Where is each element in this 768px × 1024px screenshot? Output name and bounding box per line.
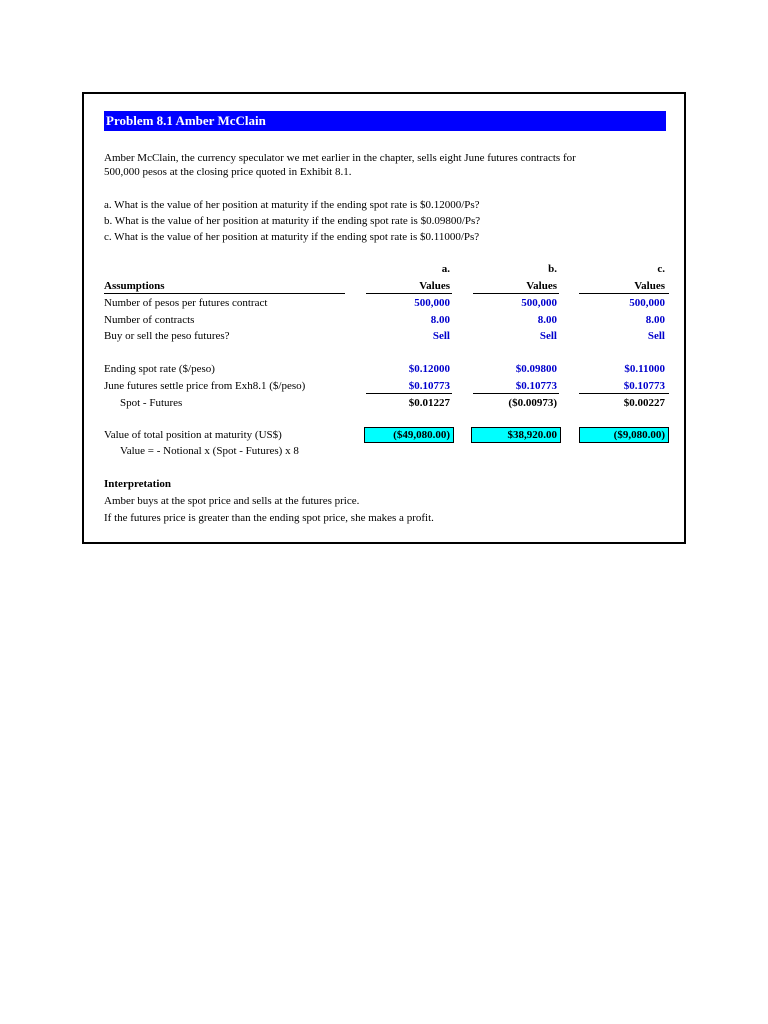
values-header-b: Values (526, 280, 557, 292)
cell-a[interactable]: $0.01227 (408, 397, 450, 409)
result-cell-b[interactable]: $38,920.00 (471, 427, 561, 443)
formula-note: Value = - Notional x (Spot - Futures) x 8 (120, 445, 299, 457)
assumptions-header-row (84, 278, 684, 294)
cell-b[interactable]: $0.10773 (515, 380, 557, 392)
header-underline-c (579, 293, 669, 294)
row-label: June futures settle price from Exh8.1 ($/peso) (104, 380, 306, 392)
row-label: Value of total position at maturity (US$) (104, 429, 282, 441)
column-letter-c: c. (657, 263, 665, 275)
cell-c[interactable]: $0.00227 (623, 397, 665, 409)
subtotal-underline-b (473, 393, 559, 394)
cell-b[interactable]: 500,000 (521, 297, 557, 309)
assumptions-heading: Assumptions (104, 280, 165, 292)
cell-a[interactable]: Sell (432, 330, 450, 342)
cell-c[interactable]: Sell (647, 330, 665, 342)
interpretation-heading: Interpretation (104, 478, 172, 490)
pesos-per-contract-row (84, 295, 684, 311)
intro-line-1: Amber McClain, the currency speculator we met earlier in the chapter, sells eight June futures contracts for (104, 152, 576, 164)
cell-b[interactable]: $0.09800 (515, 363, 557, 375)
intro-line-2: 500,000 pesos at the closing price quoted in Exhibit 8.1. (104, 166, 352, 178)
subtotal-underline-c (579, 393, 669, 394)
cell-a[interactable]: $0.12000 (408, 363, 450, 375)
column-letters-row (84, 261, 684, 277)
cell-c[interactable]: $0.10773 (623, 380, 665, 392)
values-header-c: Values (634, 280, 665, 292)
question-b: b. What is the value of her position at maturity if the ending spot rate is $0.09800/Ps? (104, 215, 481, 227)
result-cell-c[interactable]: ($9,080.00) (579, 427, 669, 443)
cell-a[interactable]: $0.10773 (408, 380, 450, 392)
values-header-a: Values (419, 280, 450, 292)
formula-row (84, 443, 684, 459)
cell-b[interactable]: 8.00 (537, 314, 557, 326)
num-contracts-row (84, 312, 684, 328)
cell-c[interactable]: 8.00 (645, 314, 665, 326)
spot-minus-futures-row (84, 395, 684, 411)
question-a: a. What is the value of her position at maturity if the ending spot rate is $0.12000/Ps? (104, 199, 480, 211)
cell-c[interactable]: 500,000 (629, 297, 665, 309)
june-futures-row (84, 378, 684, 394)
row-label: Number of pesos per futures contract (104, 297, 268, 309)
subtotal-underline-a (366, 393, 452, 394)
column-letter-a: a. (441, 263, 450, 275)
question-c: c. What is the value of her position at maturity if the ending spot rate is $0.11000/Ps? (104, 231, 480, 243)
header-underline-b (473, 293, 559, 294)
total-value-row (84, 427, 684, 443)
header-underline (104, 293, 345, 294)
row-label: Spot - Futures (120, 397, 183, 409)
ending-spot-row (84, 361, 684, 377)
buy-sell-row (84, 328, 684, 344)
interpretation-line-1: Amber buys at the spot price and sells at the futures price. (104, 495, 360, 507)
row-label: Buy or sell the peso futures? (104, 330, 230, 342)
cell-b[interactable]: Sell (539, 330, 557, 342)
column-letter-b: b. (548, 263, 557, 275)
worksheet-panel (82, 92, 686, 544)
problem-title: Problem 8.1 Amber McClain (104, 111, 666, 131)
row-label: Number of contracts (104, 314, 195, 326)
interpretation-line-2: If the futures price is greater than the ending spot price, she makes a profit. (104, 512, 434, 524)
cell-c[interactable]: $0.11000 (624, 363, 665, 375)
cell-a[interactable]: 500,000 (414, 297, 450, 309)
result-cell-a[interactable]: ($49,080.00) (364, 427, 454, 443)
row-label: Ending spot rate ($/peso) (104, 363, 215, 375)
header-underline-a (366, 293, 452, 294)
cell-b[interactable]: ($0.00973) (508, 397, 557, 409)
cell-a[interactable]: 8.00 (430, 314, 450, 326)
